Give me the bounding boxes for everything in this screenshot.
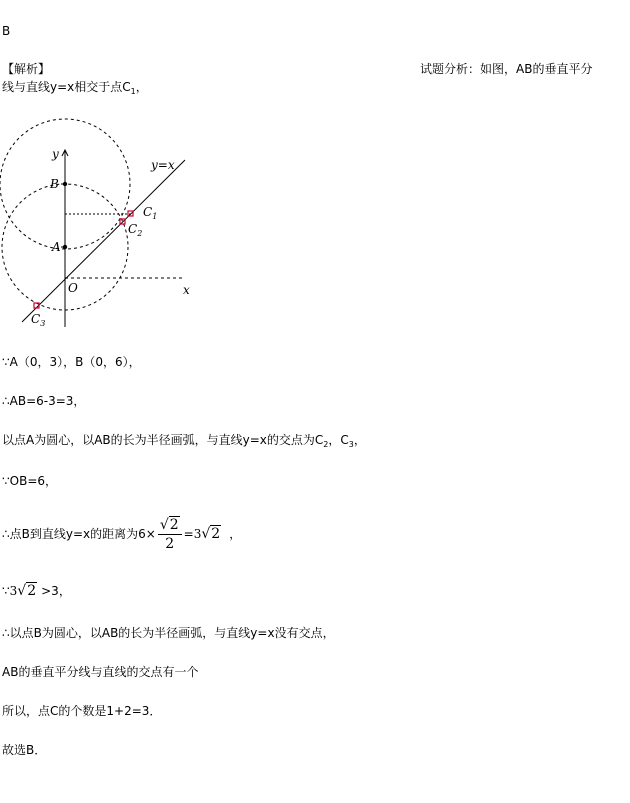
- label-x: x: [183, 283, 190, 297]
- step-5-tail: ，: [229, 527, 242, 541]
- label-line: y=x: [151, 158, 175, 172]
- step-3-sub-2: 3: [348, 440, 354, 449]
- point-b: [63, 182, 67, 186]
- step-3-mid: ，C: [328, 433, 349, 447]
- label-y: y: [52, 147, 59, 161]
- sqrt-symbol: √2: [159, 517, 179, 533]
- sqrt2-over-2-fraction: [158, 516, 182, 553]
- label-c1-main: C: [143, 205, 153, 219]
- point-a: [63, 245, 67, 249]
- step-6-pre: ∵3: [2, 584, 18, 598]
- label-c1-sub: 1: [152, 212, 158, 221]
- step-7: ∴以点B为圆心，以AB的长为半径画弧，与直线y=x没有交点，: [2, 626, 335, 640]
- analysis-tag: 【解析】: [2, 62, 51, 76]
- analysis-line-2-text: 线与直线y=x相交于点C: [2, 80, 131, 94]
- step-5-text: ∴点B到直线y=x的距离为6×: [2, 527, 156, 541]
- step-6: [2, 580, 71, 602]
- step-6-tail: >3，: [41, 584, 71, 598]
- line-y-equals-x: [22, 160, 185, 322]
- label-c3-main: C: [31, 312, 41, 326]
- analysis-line-2: [2, 80, 148, 99]
- step-3: [2, 433, 366, 452]
- step-8: AB的垂直平分线与直线的交点有一个: [2, 665, 199, 679]
- label-c3: [31, 312, 45, 328]
- label-c2-sub: 2: [137, 229, 143, 238]
- answer-text: B: [2, 24, 11, 38]
- sqrt-symbol-2: √2: [201, 526, 221, 542]
- analysis-line-2-tail: ，: [135, 80, 148, 94]
- label-c1: [143, 205, 157, 221]
- step-3-text: 以点A为圆心，以AB的长为半径画弧，与直线y=x的交点为C: [2, 433, 324, 447]
- label-b: B: [50, 177, 59, 191]
- radicand-2: 2: [211, 526, 221, 542]
- step-10: 故选B．: [2, 743, 47, 757]
- step-9: 所以，点C的个数是1+2=3．: [2, 704, 162, 718]
- step-3-tail: ，: [353, 433, 366, 447]
- label-c2-main: C: [128, 222, 138, 236]
- radicand-3: 2: [27, 583, 37, 599]
- label-c3-sub: 3: [40, 319, 46, 328]
- step-3-sub-1: 2: [323, 440, 329, 449]
- sqrt-symbol-3: √2: [17, 583, 37, 599]
- analysis-right-text: 试题分析：如图，AB的垂直平分: [420, 62, 593, 76]
- fraction-denominator: 2: [165, 536, 175, 552]
- label-o: O: [68, 281, 78, 295]
- fraction-numerator: [158, 516, 182, 535]
- step-5-eq: =3: [183, 527, 202, 541]
- step-4: ∵OB=6，: [2, 474, 58, 488]
- label-a: A: [52, 240, 61, 254]
- analysis-line-2-sub: 1: [130, 87, 136, 96]
- radicand: 2: [169, 517, 179, 533]
- step-2: ∴AB=6-3=3，: [2, 394, 86, 408]
- label-c2: [128, 222, 142, 238]
- step-1: ∵A（0，3），B（0，6），: [2, 355, 141, 369]
- geometry-figure: [0, 112, 210, 337]
- step-5: [2, 514, 241, 554]
